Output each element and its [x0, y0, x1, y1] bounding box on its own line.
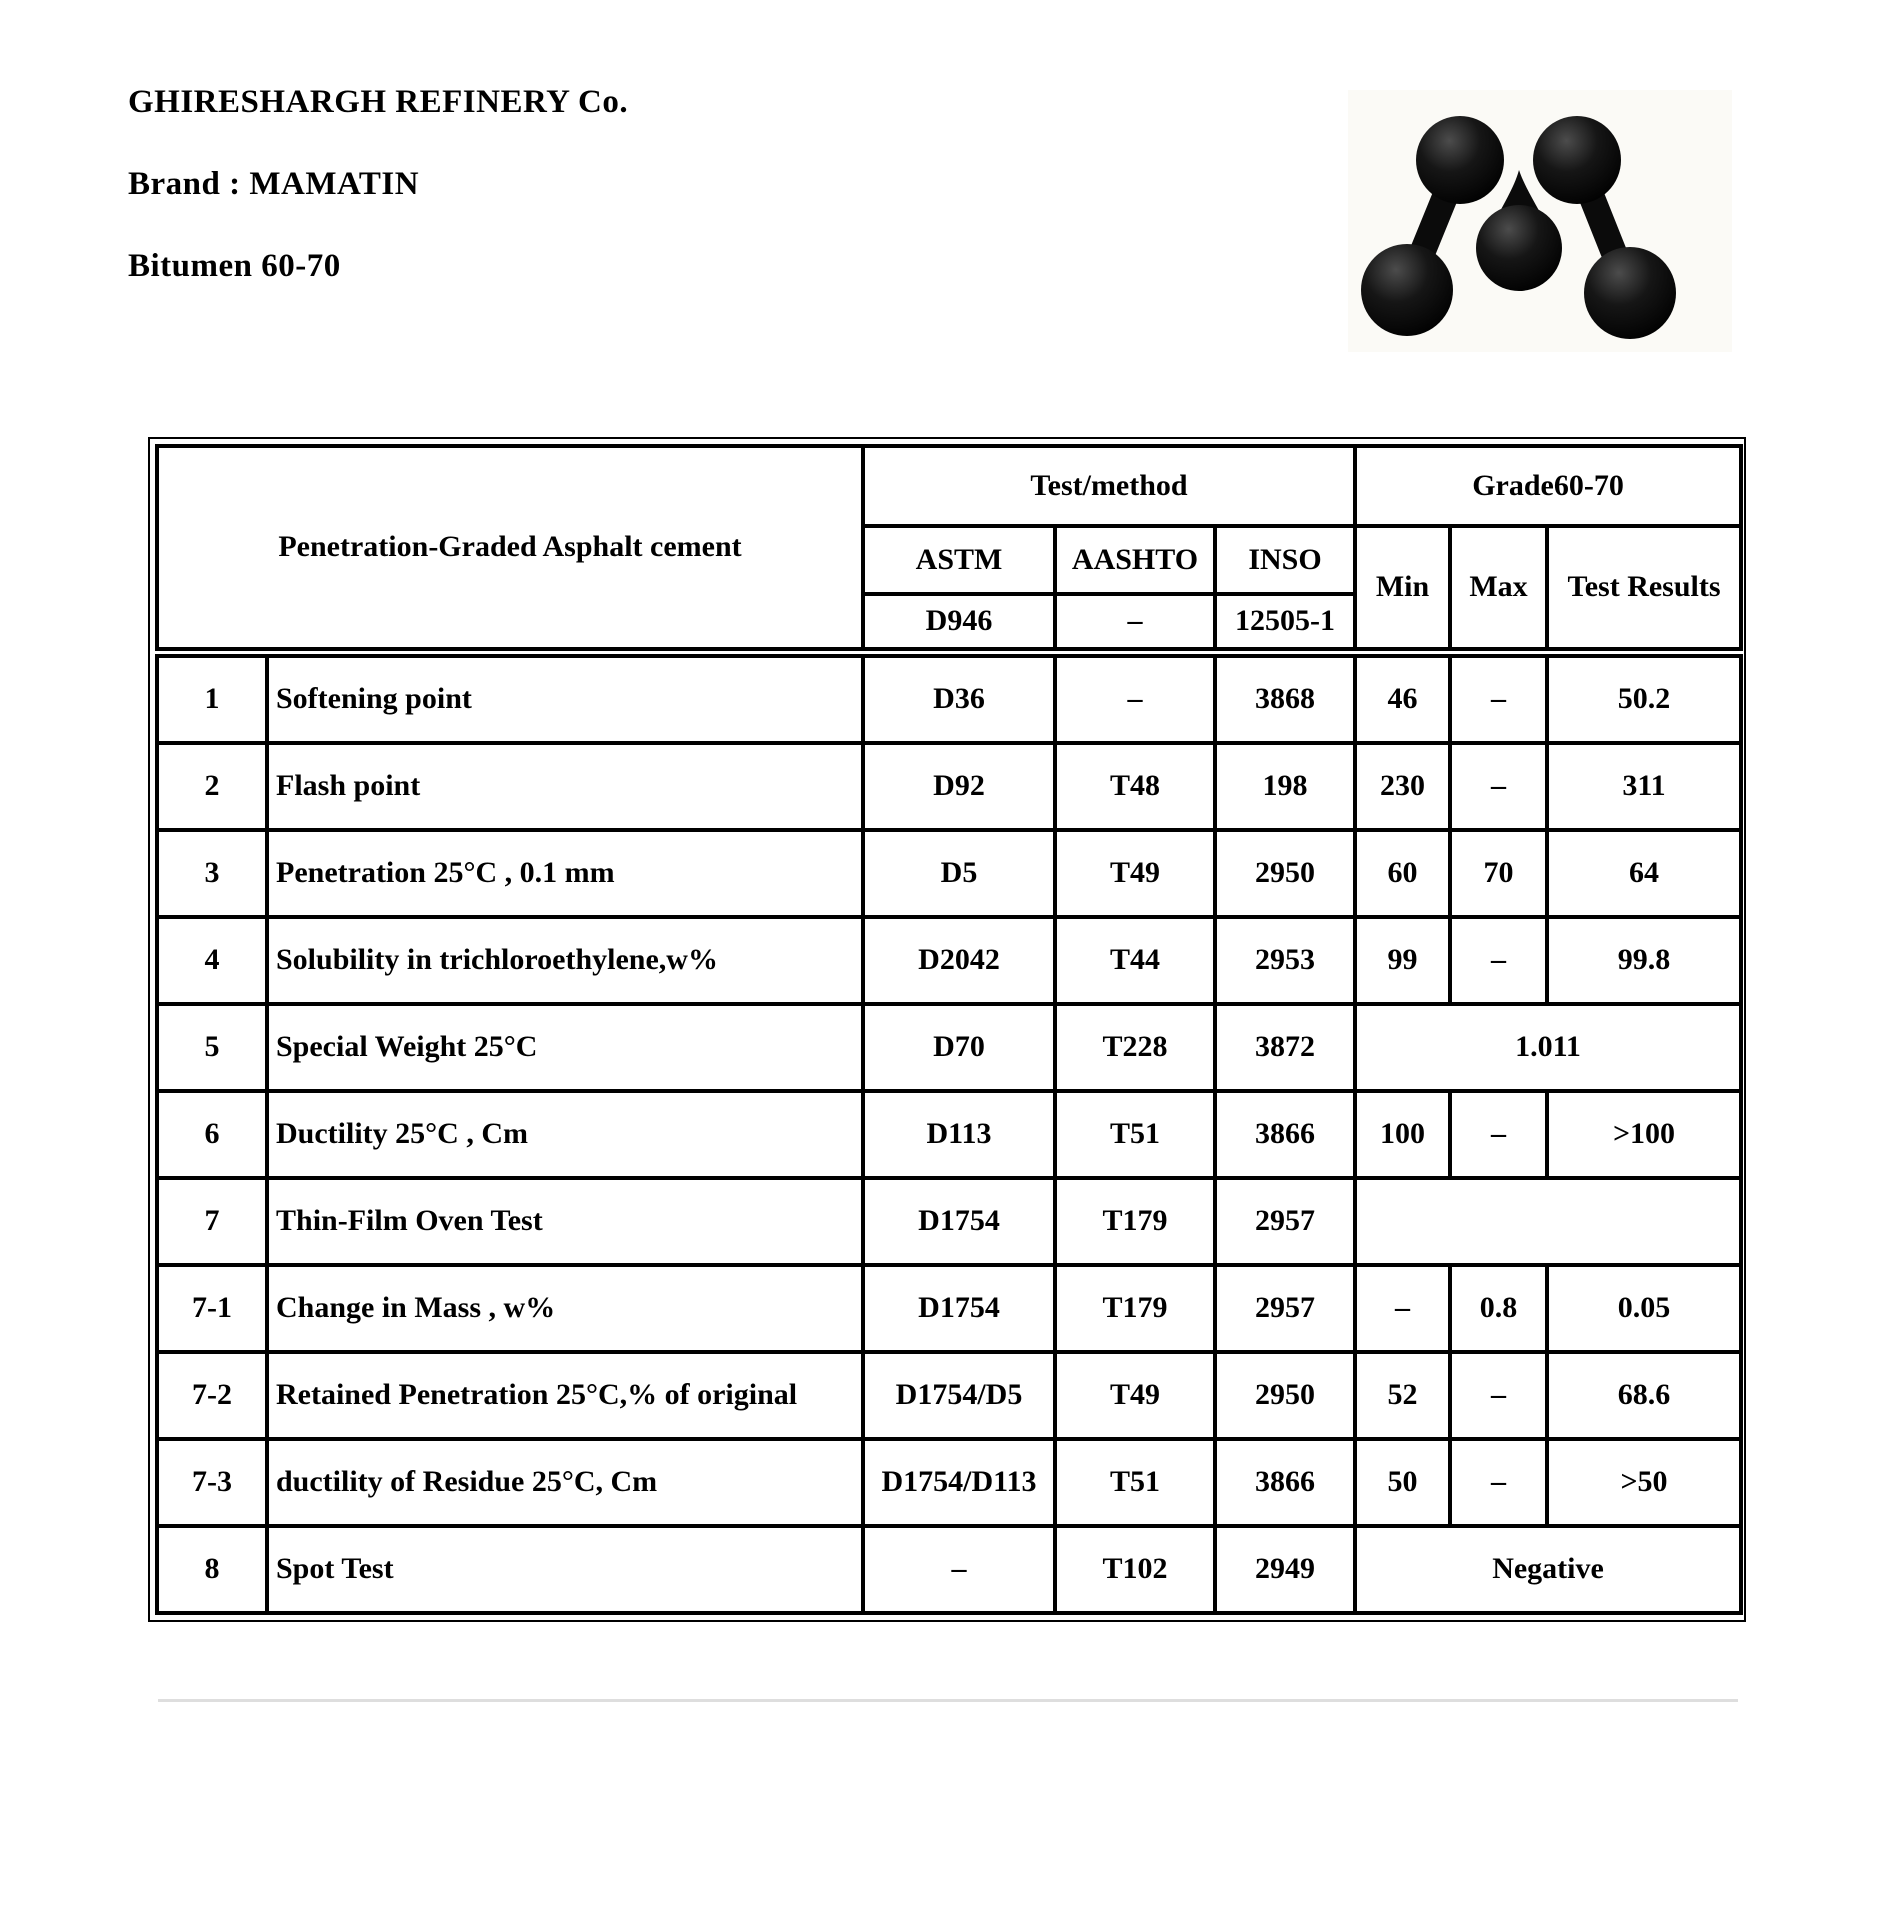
spec-table-rows: [157, 656, 1741, 1613]
table-title-cell: Penetration-Graded Asphalt cement: [157, 446, 863, 649]
test-name: Penetration 25°C , 0.1 mm: [267, 830, 863, 917]
aashto-value: T51: [1055, 1091, 1215, 1178]
min-value: 52: [1355, 1352, 1450, 1439]
min-value: 99: [1355, 917, 1450, 1004]
table-row: [157, 656, 1741, 743]
letterhead: [128, 84, 628, 330]
aashto-value: T228: [1055, 1004, 1215, 1091]
aashto-value: T44: [1055, 917, 1215, 1004]
table-row: [157, 1004, 1741, 1091]
astm-value: D113: [863, 1091, 1055, 1178]
inso-value: 198: [1215, 743, 1355, 830]
row-number: 3: [157, 830, 267, 917]
inso-value: 2950: [1215, 1352, 1355, 1439]
aashto-value: T51: [1055, 1439, 1215, 1526]
table-row: [157, 743, 1741, 830]
test-name: Spot Test: [267, 1526, 863, 1613]
astm-column-header: ASTM: [863, 526, 1055, 594]
table-row: [157, 1352, 1741, 1439]
grade-group-header: Grade60-70: [1355, 446, 1741, 526]
max-value: –: [1450, 1091, 1547, 1178]
aashto-value: T102: [1055, 1526, 1215, 1613]
aashto-value: T48: [1055, 743, 1215, 830]
astm-value: D36: [863, 656, 1055, 743]
aashto-standard-number: –: [1055, 594, 1215, 649]
max-value: 70: [1450, 830, 1547, 917]
test-name: Change in Mass , w%: [267, 1265, 863, 1352]
row-number: 8: [157, 1526, 267, 1613]
results-column-header: Test Results: [1547, 526, 1741, 649]
test-name: ductility of Residue 25°C, Cm: [267, 1439, 863, 1526]
result-value: 311: [1547, 743, 1741, 830]
aashto-column-header: AASHTO: [1055, 526, 1215, 594]
max-value: 0.8: [1450, 1265, 1547, 1352]
max-value: –: [1450, 1352, 1547, 1439]
spec-table-header: [155, 444, 1743, 651]
result-value: 68.6: [1547, 1352, 1741, 1439]
astm-value: D5: [863, 830, 1055, 917]
aashto-value: T179: [1055, 1265, 1215, 1352]
table-row: [157, 1178, 1741, 1265]
inso-value: 3866: [1215, 1439, 1355, 1526]
min-value: –: [1355, 1265, 1450, 1352]
merged-result-value: 1.011: [1355, 1004, 1741, 1091]
aashto-value: T49: [1055, 830, 1215, 917]
test-name: Retained Penetration 25°C,% of original: [267, 1352, 863, 1439]
inso-value: 3868: [1215, 656, 1355, 743]
min-value: 230: [1355, 743, 1450, 830]
row-number: 7: [157, 1178, 267, 1265]
inso-value: 2950: [1215, 830, 1355, 917]
astm-value: D92: [863, 743, 1055, 830]
header-row-groups: [157, 446, 1741, 526]
astm-value: D1754/D113: [863, 1439, 1055, 1526]
astm-value: D2042: [863, 917, 1055, 1004]
row-number: 4: [157, 917, 267, 1004]
inso-value: 3866: [1215, 1091, 1355, 1178]
inso-value: 2957: [1215, 1265, 1355, 1352]
result-value: 50.2: [1547, 656, 1741, 743]
result-value: >50: [1547, 1439, 1741, 1526]
result-value: 0.05: [1547, 1265, 1741, 1352]
test-method-group-header: Test/method: [863, 446, 1355, 526]
product-line: Bitumen 60-70: [128, 248, 341, 284]
aashto-value: T179: [1055, 1178, 1215, 1265]
table-row: [157, 1265, 1741, 1352]
merged-result-value: Negative: [1355, 1526, 1741, 1613]
astm-value: D1754/D5: [863, 1352, 1055, 1439]
max-value: –: [1450, 743, 1547, 830]
test-name: Ductility 25°C , Cm: [267, 1091, 863, 1178]
max-column-header: Max: [1450, 526, 1547, 649]
row-number: 1: [157, 656, 267, 743]
max-value: –: [1450, 917, 1547, 1004]
aashto-value: –: [1055, 656, 1215, 743]
table-row: [157, 1526, 1741, 1613]
astm-value: D70: [863, 1004, 1055, 1091]
astm-value: –: [863, 1526, 1055, 1613]
astm-standard-number: D946: [863, 594, 1055, 649]
inso-value: 3872: [1215, 1004, 1355, 1091]
max-value: –: [1450, 1439, 1547, 1526]
table-row: [157, 917, 1741, 1004]
row-number: 2: [157, 743, 267, 830]
test-name: Flash point: [267, 743, 863, 830]
row-number: 7-3: [157, 1439, 267, 1526]
scan-shadow-line: [158, 1699, 1738, 1702]
test-name: Solubility in trichloroethylene,w%: [267, 917, 863, 1004]
result-value: 99.8: [1547, 917, 1741, 1004]
spec-table-body: [155, 654, 1743, 1615]
inso-standard-number: 12505-1: [1215, 594, 1355, 649]
row-number: 5: [157, 1004, 267, 1091]
brand-line: Brand : MAMATIN: [128, 166, 420, 202]
max-value: –: [1450, 656, 1547, 743]
min-column-header: Min: [1355, 526, 1450, 649]
table-row: [157, 1439, 1741, 1526]
inso-value: 2949: [1215, 1526, 1355, 1613]
company-name: GHIRESHARGH REFINERY Co.: [128, 84, 629, 120]
inso-value: 2953: [1215, 917, 1355, 1004]
min-value: 100: [1355, 1091, 1450, 1178]
row-number: 6: [157, 1091, 267, 1178]
test-name: Thin-Film Oven Test: [267, 1178, 863, 1265]
test-name: Softening point: [267, 656, 863, 743]
result-value: >100: [1547, 1091, 1741, 1178]
min-value: 50: [1355, 1439, 1450, 1526]
min-value: 60: [1355, 830, 1450, 917]
astm-value: D1754: [863, 1265, 1055, 1352]
astm-value: D1754: [863, 1178, 1055, 1265]
min-value: 46: [1355, 656, 1450, 743]
aashto-value: T49: [1055, 1352, 1215, 1439]
table-row: [157, 830, 1741, 917]
test-name: Special Weight 25°C: [267, 1004, 863, 1091]
inso-value: 2957: [1215, 1178, 1355, 1265]
table-row: [157, 1091, 1741, 1178]
row-number: 7-1: [157, 1265, 267, 1352]
result-value: 64: [1547, 830, 1741, 917]
row-number: 7-2: [157, 1352, 267, 1439]
merged-result-value: [1355, 1178, 1741, 1265]
spec-table-wrapper: [148, 437, 1746, 1622]
mamatin-molecule-logo-icon: [1348, 90, 1732, 352]
brand-logo: [1348, 90, 1732, 352]
inso-column-header: INSO: [1215, 526, 1355, 594]
